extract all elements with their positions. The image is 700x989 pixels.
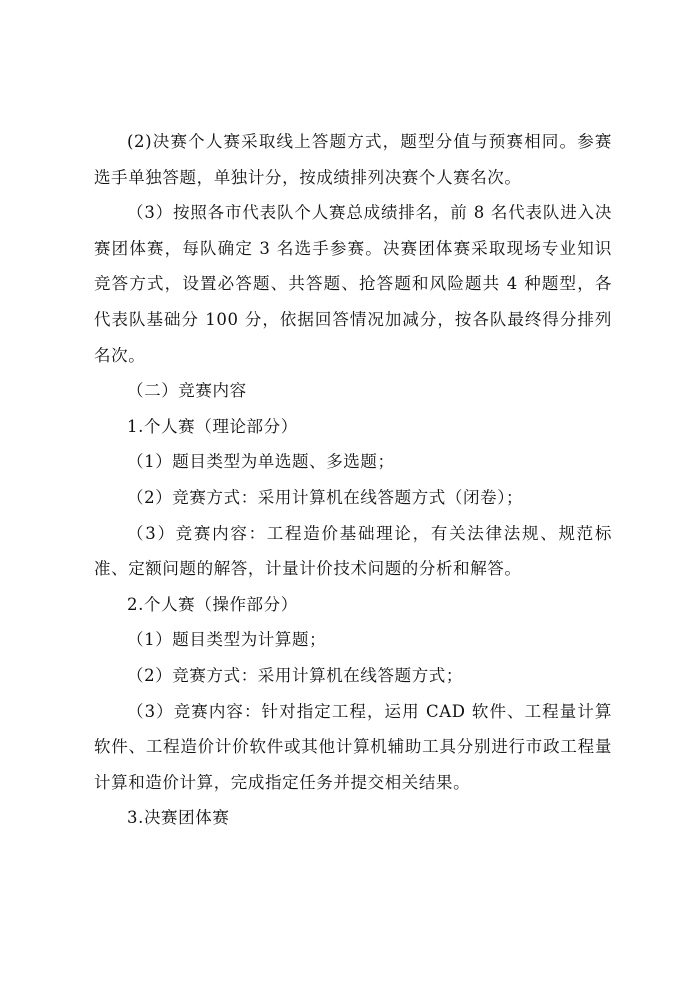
section-heading-content: （二）竞赛内容 [127, 381, 247, 401]
list-item-theory-type: （1）题目类型为单选题、多选题； [127, 452, 395, 472]
list-item-operation-type: （1）题目类型为计算题； [127, 630, 327, 650]
list-item-theory-content: （3）竞赛内容：工程造价基础理论，有关法律法规、规范标准、定额问题的解答，计量计价技术问题的分析和解答。 [94, 523, 612, 579]
list-item-operation-content: （3）竞赛内容：针对指定工程，运用 CAD 软件、工程量计算软件、工程造价计价软件或其他计算机辅助工具分别进行市政工程量计算和造价计算，完成指定任务并提交相关结果。 [94, 701, 612, 792]
subheading-individual-theory: 1.个人赛（理论部分） [127, 416, 298, 436]
paragraph-final-team: （3）按照各市代表队个人赛总成绩排名，前 8 名代表队进入决赛团体赛，每队确定 3 名选手参赛。决赛团体赛采取现场专业知识竞答方式，设置必答题、共答题、抢答题和风险题共 4 种题型，各代表队基础分 100 分，依据回答情况加减分，按各队最终得分排列名次。 [94, 203, 612, 365]
list-item-theory-method: （2）竞赛方式：采用计算机在线答题方式（闭卷）； [127, 487, 524, 507]
paragraph-final-individual: (2)决赛个人赛采取线上答题方式，题型分值与预赛相同。参赛选手单独答题，单独计分，按成绩排列决赛个人赛名次。 [94, 132, 612, 187]
document-body [94, 124, 612, 836]
subheading-final-team: 3.决赛团体赛 [127, 808, 230, 828]
subheading-individual-operation: 2.个人赛（操作部分） [127, 594, 298, 614]
list-item-operation-method: （2）竞赛方式：采用计算机在线答题方式； [127, 665, 463, 685]
